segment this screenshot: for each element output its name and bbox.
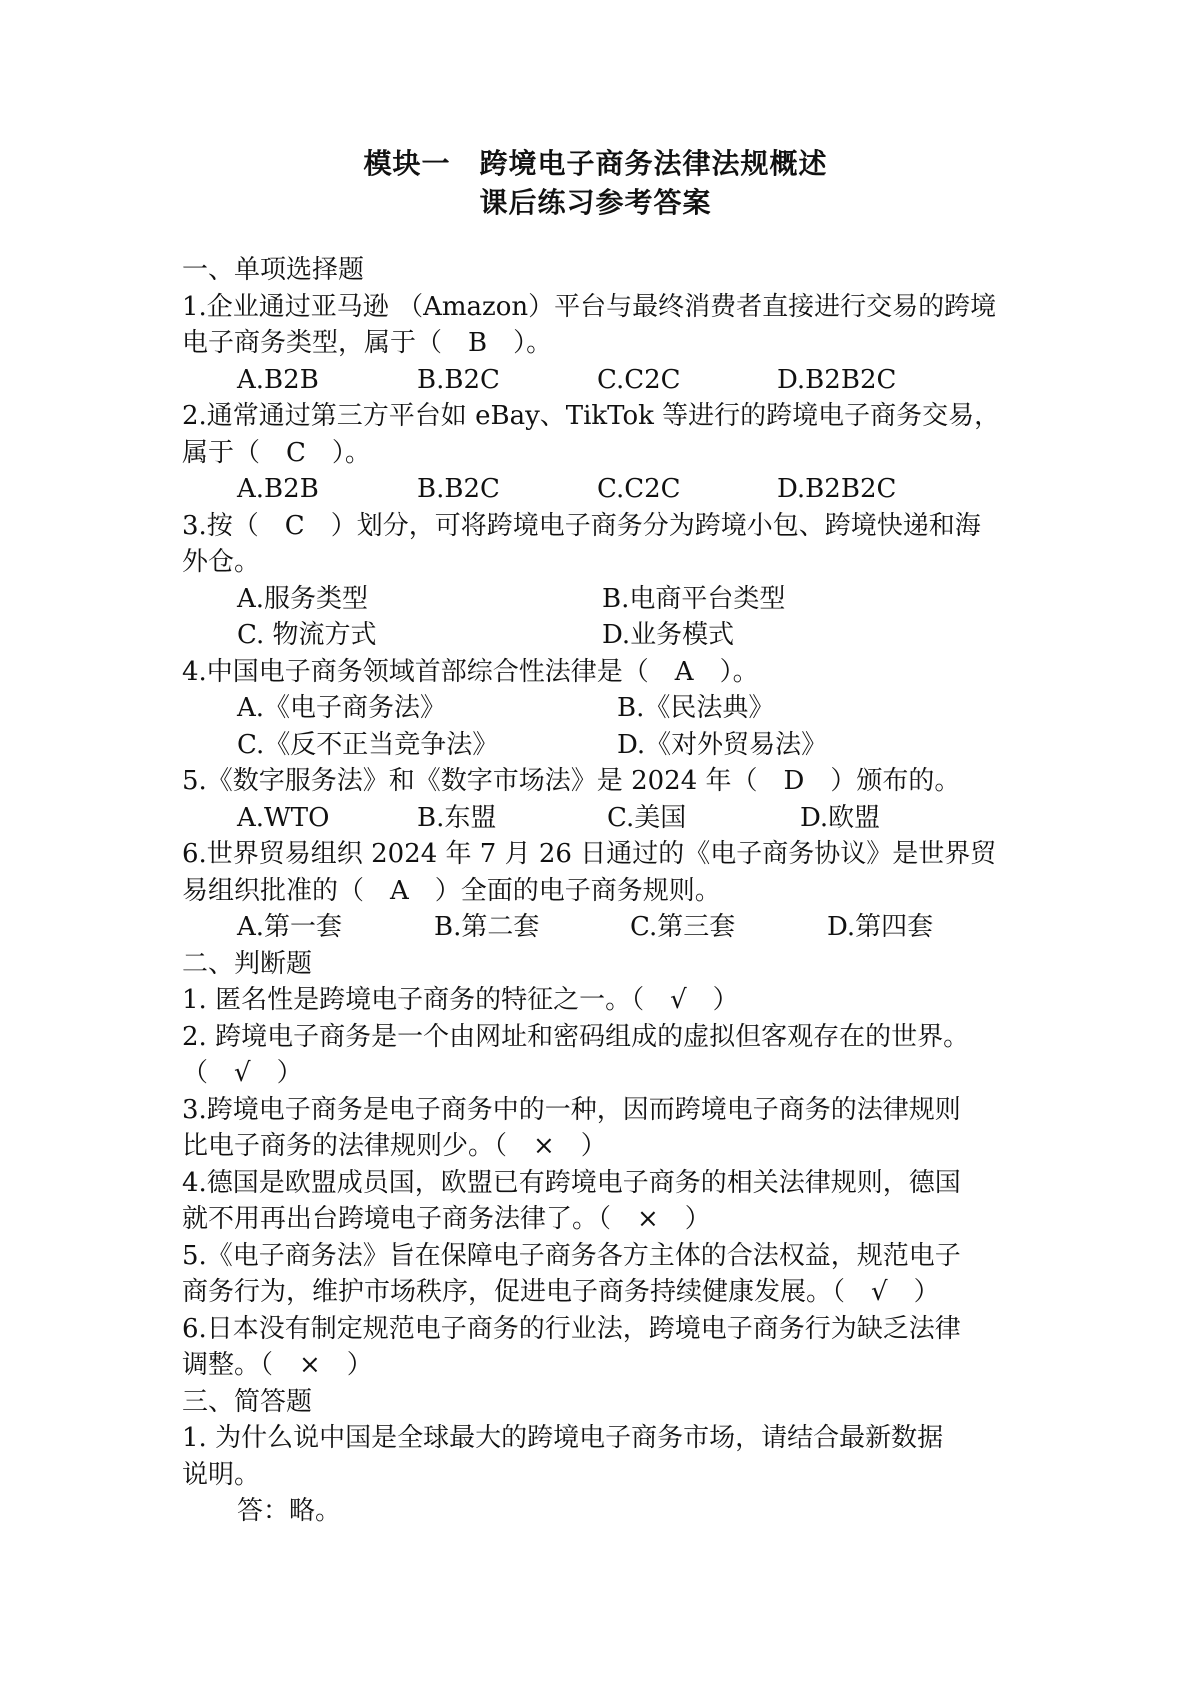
option: A.WTO — [237, 802, 330, 833]
option: D.《对外贸易法》 — [617, 729, 828, 760]
options-row — [182, 727, 1022, 764]
option: B.东盟 — [417, 802, 497, 833]
option: B.B2C — [417, 364, 500, 395]
option: A.B2B — [237, 474, 319, 504]
question-text: 易组织批准的（ A ）全面的电子商务规则。 — [182, 875, 721, 906]
options-row — [182, 581, 1022, 618]
judgment-text: 5.《电子商务法》旨在保障电子商务各方主体的合法权益，规范电子 — [182, 1240, 961, 1271]
section-heading: 三、简答题 — [182, 1386, 313, 1417]
question-text: 1. 为什么说中国是全球最大的跨境电子商务市场，请结合最新数据 — [182, 1423, 944, 1453]
judgment-text: 商务行为，维护市场秩序，促进电子商务持续健康发展。（ √ ） — [182, 1277, 940, 1307]
option: B.第二套 — [434, 912, 540, 942]
document-subtitle: 课后练习参考答案 — [479, 186, 712, 219]
option: B.电商平台类型 — [602, 583, 786, 614]
question-text: 1.企业通过亚马逊 （Amazon）平台与最终消费者直接进行交易的跨境 — [182, 291, 997, 322]
question-text: 外仓。 — [182, 547, 261, 577]
option: D.欧盟 — [800, 802, 881, 833]
judgment-text: 1. 匿名性是跨境电子商务的特征之一。（ √ ） — [182, 985, 739, 1015]
question-text: 5.《数字服务法》和《数字市场法》是 2024 年（ D ）颁布的。 — [182, 766, 961, 796]
option: C.美国 — [607, 802, 687, 833]
question-text: 属于（ C ）。 — [182, 437, 371, 468]
option: C.第三套 — [630, 912, 736, 942]
judgment-text: 比电子商务的法律规则少。（ × ） — [182, 1131, 607, 1161]
judgment-text: 6.日本没有制定规范电子商务的行业法，跨境电子商务行为缺乏法律 — [182, 1313, 961, 1344]
question-text: 说明。 — [182, 1459, 261, 1490]
question-text: 6.世界贸易组织 2024 年 7 月 26 日通过的《电子商务协议》是世界贸 — [182, 839, 997, 869]
options-row — [182, 909, 1022, 946]
question-text: 3.按（ C ）划分，可将跨境电子商务分为跨境小包、跨境快递和海 — [182, 510, 981, 541]
option: D.第四套 — [827, 912, 934, 942]
option: B.B2C — [417, 474, 500, 504]
option: B.《民法典》 — [617, 693, 775, 723]
document-title: 模块一 跨境电子商务法律法规概述 — [363, 147, 828, 180]
question-text: 4.中国电子商务领域首部综合性法律是（ A ）。 — [182, 656, 759, 687]
option: D.B2B2C — [777, 474, 897, 504]
option: D.业务模式 — [602, 620, 735, 650]
options-row — [182, 690, 1022, 727]
option: A.《电子商务法》 — [237, 693, 447, 723]
answer-text: 答：略。 — [237, 1496, 342, 1526]
option: C.《反不正当竞争法》 — [237, 729, 499, 760]
judgment-text: 就不用再出台跨境电子商务法律了。（ × ） — [182, 1204, 711, 1234]
judgment-text: （ √ ） — [182, 1058, 303, 1088]
options-row — [182, 800, 1022, 837]
section-heading: 一、单项选择题 — [182, 255, 365, 285]
options-row — [182, 362, 1022, 399]
section-heading: 二、判断题 — [182, 948, 313, 979]
option: C.C2C — [597, 474, 681, 504]
question-text: 2.通常通过第三方平台如 eBay、TikTok 等进行的跨境电子商务交易， — [182, 401, 1001, 431]
option: A.第一套 — [237, 912, 343, 942]
options-row — [182, 471, 1022, 508]
options-row — [182, 617, 1022, 654]
option: D.B2B2C — [777, 364, 897, 395]
judgment-text: 4.德国是欧盟成员国，欧盟已有跨境电子商务的相关法律规则，德国 — [182, 1167, 961, 1198]
option: C.C2C — [597, 364, 681, 395]
judgment-text: 3.跨境电子商务是电子商务中的一种，因而跨境电子商务的法律规则 — [182, 1094, 961, 1125]
document-body — [182, 252, 1022, 1530]
judgment-text: 调整。（ × ） — [182, 1350, 373, 1380]
judgment-text: 2. 跨境电子商务是一个由网址和密码组成的虚拟但客观存在的世界。 — [182, 1021, 970, 1052]
question-text: 电子商务类型，属于（ B ）。 — [182, 328, 553, 358]
option: A.B2B — [237, 364, 319, 395]
option: C. 物流方式 — [237, 620, 377, 650]
option: A.服务类型 — [237, 583, 369, 614]
